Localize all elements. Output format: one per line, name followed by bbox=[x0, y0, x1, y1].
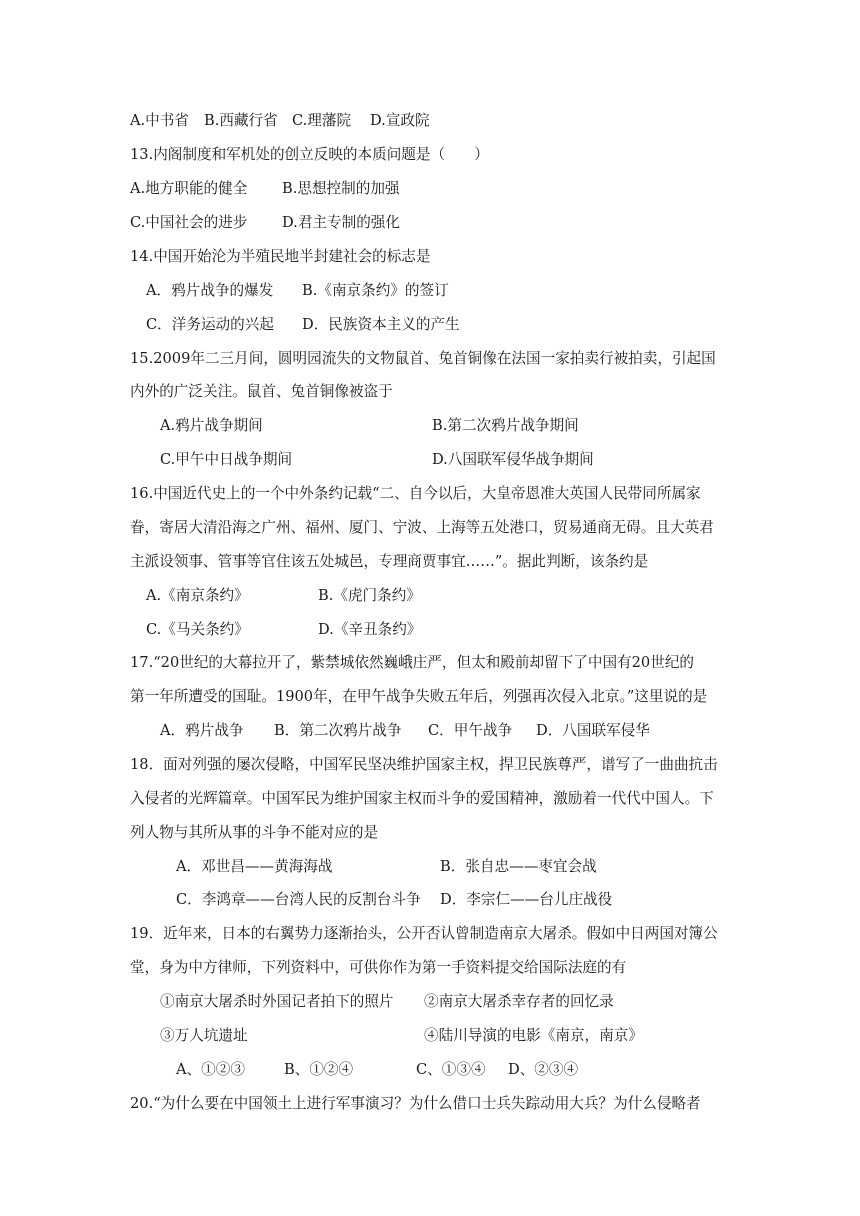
option-c: C．甲午战争 bbox=[428, 722, 513, 739]
option-a: A．鸦片战争 bbox=[160, 722, 244, 739]
option-a: A．鸦片战争的爆发 bbox=[146, 282, 274, 299]
question-text: 堂，身为中方律师，下列资料中，可供你作为第一手资料提交给国际法庭的有 bbox=[130, 959, 627, 976]
question-text: 主派设领事、管事等官住该五处城邑，专理商贾事宜……”。据此判断，该条约是 bbox=[130, 553, 649, 570]
question-text: 内外的广泛关注。鼠首、兔首铜像被盗于 bbox=[130, 383, 393, 400]
question-text: 18．面对列强的屡次侵略，中国军民坚决维护国家主权，捍卫民族尊严，谱写了一曲曲抗击 bbox=[130, 756, 718, 773]
option-b: B.西藏行省 bbox=[204, 112, 278, 129]
option-b: B.第二次鸦片战争期间 bbox=[432, 417, 579, 434]
option-c: C.中国社会的进步 bbox=[130, 214, 248, 231]
question-text: 19．近年来，日本的右翼势力逐渐抬头，公开否认曾制造南京大屠杀。假如中日两国对簿公 bbox=[130, 925, 718, 942]
option-a: A、①②③ bbox=[176, 1061, 245, 1078]
question-text: 列人物与其所从事的斗争不能对应的是 bbox=[130, 824, 379, 841]
question-text: 眷，寄居大清沿海之广州、福州、厦门、宁波、上海等五处港口，贸易通商无碍。且大英君 bbox=[130, 519, 714, 536]
option-c: C.《马关条约》 bbox=[146, 621, 249, 638]
option-a: A.中书省 bbox=[130, 112, 189, 129]
question-text: 14.中国开始沦为半殖民地半封建社会的标志是 bbox=[130, 248, 431, 265]
option-d: D．民族资本主义的产生 bbox=[302, 316, 460, 333]
option-b: B、①②④ bbox=[284, 1061, 354, 1078]
option-b: B．第二次鸦片战争 bbox=[274, 722, 402, 739]
option-b: B．张自忠——枣宜会战 bbox=[440, 858, 597, 875]
option-d: D.八国联军侵华战争期间 bbox=[432, 451, 594, 468]
question-text: 17.“20世纪的大幕拉开了，紫禁城依然巍峨庄严，但太和殿前却留下了中国有20世纪的 bbox=[130, 654, 695, 671]
material-item-3: ③万人坑遗址 bbox=[160, 1027, 248, 1044]
option-d: D、②③④ bbox=[508, 1061, 579, 1078]
option-d: D.君主专制的强化 bbox=[282, 214, 400, 231]
option-a: A.地方职能的健全 bbox=[130, 180, 248, 197]
material-item-1: ①南京大屠杀时外国记者拍下的照片 bbox=[160, 993, 394, 1010]
option-d: D．李宗仁——台儿庄战役 bbox=[440, 891, 613, 908]
question-text: 16.中国近代史上的一个中外条约记载“二、自今以后，大皇帝恩准大英国人民带同所属家 bbox=[130, 485, 701, 502]
option-b: B.思想控制的加强 bbox=[282, 180, 400, 197]
material-item-4: ④陆川导演的电影《南京，南京》 bbox=[424, 1027, 643, 1044]
question-text: 入侵者的光辉篇章。中国军民为维护国家主权而斗争的爱国精神，激励着一代代中国人。下 bbox=[130, 790, 714, 807]
option-d: D．八国联军侵华 bbox=[536, 722, 650, 739]
option-d: D.《辛丑条约》 bbox=[318, 621, 422, 638]
option-a: A.《南京条约》 bbox=[146, 587, 249, 604]
option-b: B.《虎门条约》 bbox=[318, 587, 421, 604]
option-b: B.《南京条约》的签订 bbox=[302, 282, 449, 299]
question-text: 第一年所遭受的国耻。1900年，在甲午战争失败五年后，列强再次侵入北京。”这里说的是 bbox=[130, 688, 708, 705]
question-text: 20.“为什么要在中国领土上进行军事演习？为什么借口士兵失踪动用大兵？为什么侵略者 bbox=[130, 1095, 701, 1112]
question-text: 15.2009年二三月间，圆明园流失的文物鼠首、兔首铜像在法国一家拍卖行被拍卖，引起国 bbox=[130, 350, 716, 367]
option-d: D.宣政院 bbox=[370, 112, 430, 129]
option-a: A．邓世昌——黄海海战 bbox=[176, 858, 333, 875]
material-item-2: ②南京大屠杀幸存者的回忆录 bbox=[424, 993, 614, 1010]
option-c: C.理藩院 bbox=[292, 112, 352, 129]
option-a: A.鸦片战争期间 bbox=[160, 417, 263, 434]
option-c: C．洋务运动的兴起 bbox=[146, 316, 274, 333]
option-c: C.甲午中日战争期间 bbox=[160, 451, 293, 468]
question-text: 13.内阁制度和军机处的创立反映的本质问题是（ ） bbox=[130, 146, 489, 163]
option-c: C、①③④ bbox=[416, 1061, 486, 1078]
option-c: C．李鸿章——台湾人民的反割台斗争 bbox=[176, 891, 421, 908]
